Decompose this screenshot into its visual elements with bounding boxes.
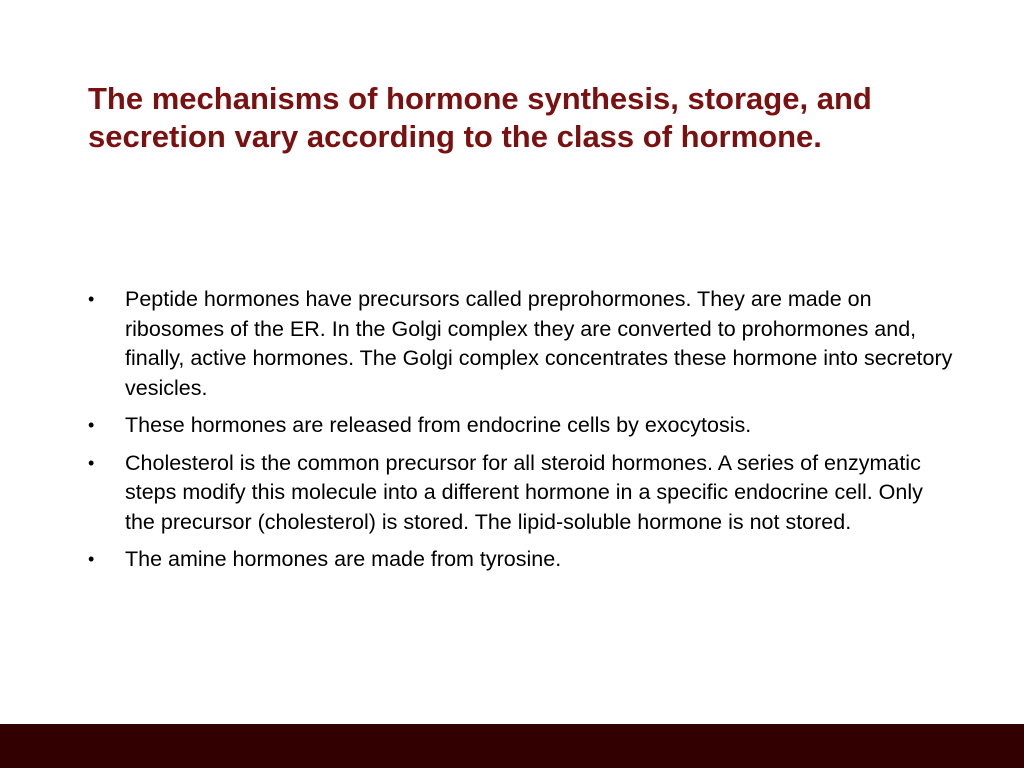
bullet-text: The amine hormones are made from tyrosine. [125, 547, 562, 571]
bullet-icon: • [88, 415, 95, 435]
bullet-list [88, 285, 958, 583]
bullet-item [88, 411, 958, 441]
bullet-text: Peptide hormones have precursors called preprohormones. They are made on ribosomes of the ER. In the Golgi complex they are converted to prohormones and, finally, active hormones. The Golgi complex concentrates these hormone into secretory vesicles. [125, 287, 953, 400]
bullet-icon: • [88, 289, 95, 309]
slide-title: The mechanisms of hormone synthesis, storage, and secretion vary according to the class of hormone. [88, 81, 872, 154]
bullet-text: Cholesterol is the common precursor for all steroid hormones. A series of enzymatic steps modify this molecule into a different hormone in a specific endocrine cell. Only the precursor (cholesterol) is stored. The lipid-soluble hormone is not stored. [125, 450, 923, 534]
bullet-item [88, 285, 958, 403]
footer-bar [0, 724, 1024, 768]
bullet-text: These hormones are released from endocrine cells by exocytosis. [125, 413, 752, 437]
bullet-item [88, 449, 958, 538]
bullet-icon: • [88, 452, 95, 473]
bullet-icon: • [88, 549, 95, 569]
bullet-item [88, 545, 958, 575]
